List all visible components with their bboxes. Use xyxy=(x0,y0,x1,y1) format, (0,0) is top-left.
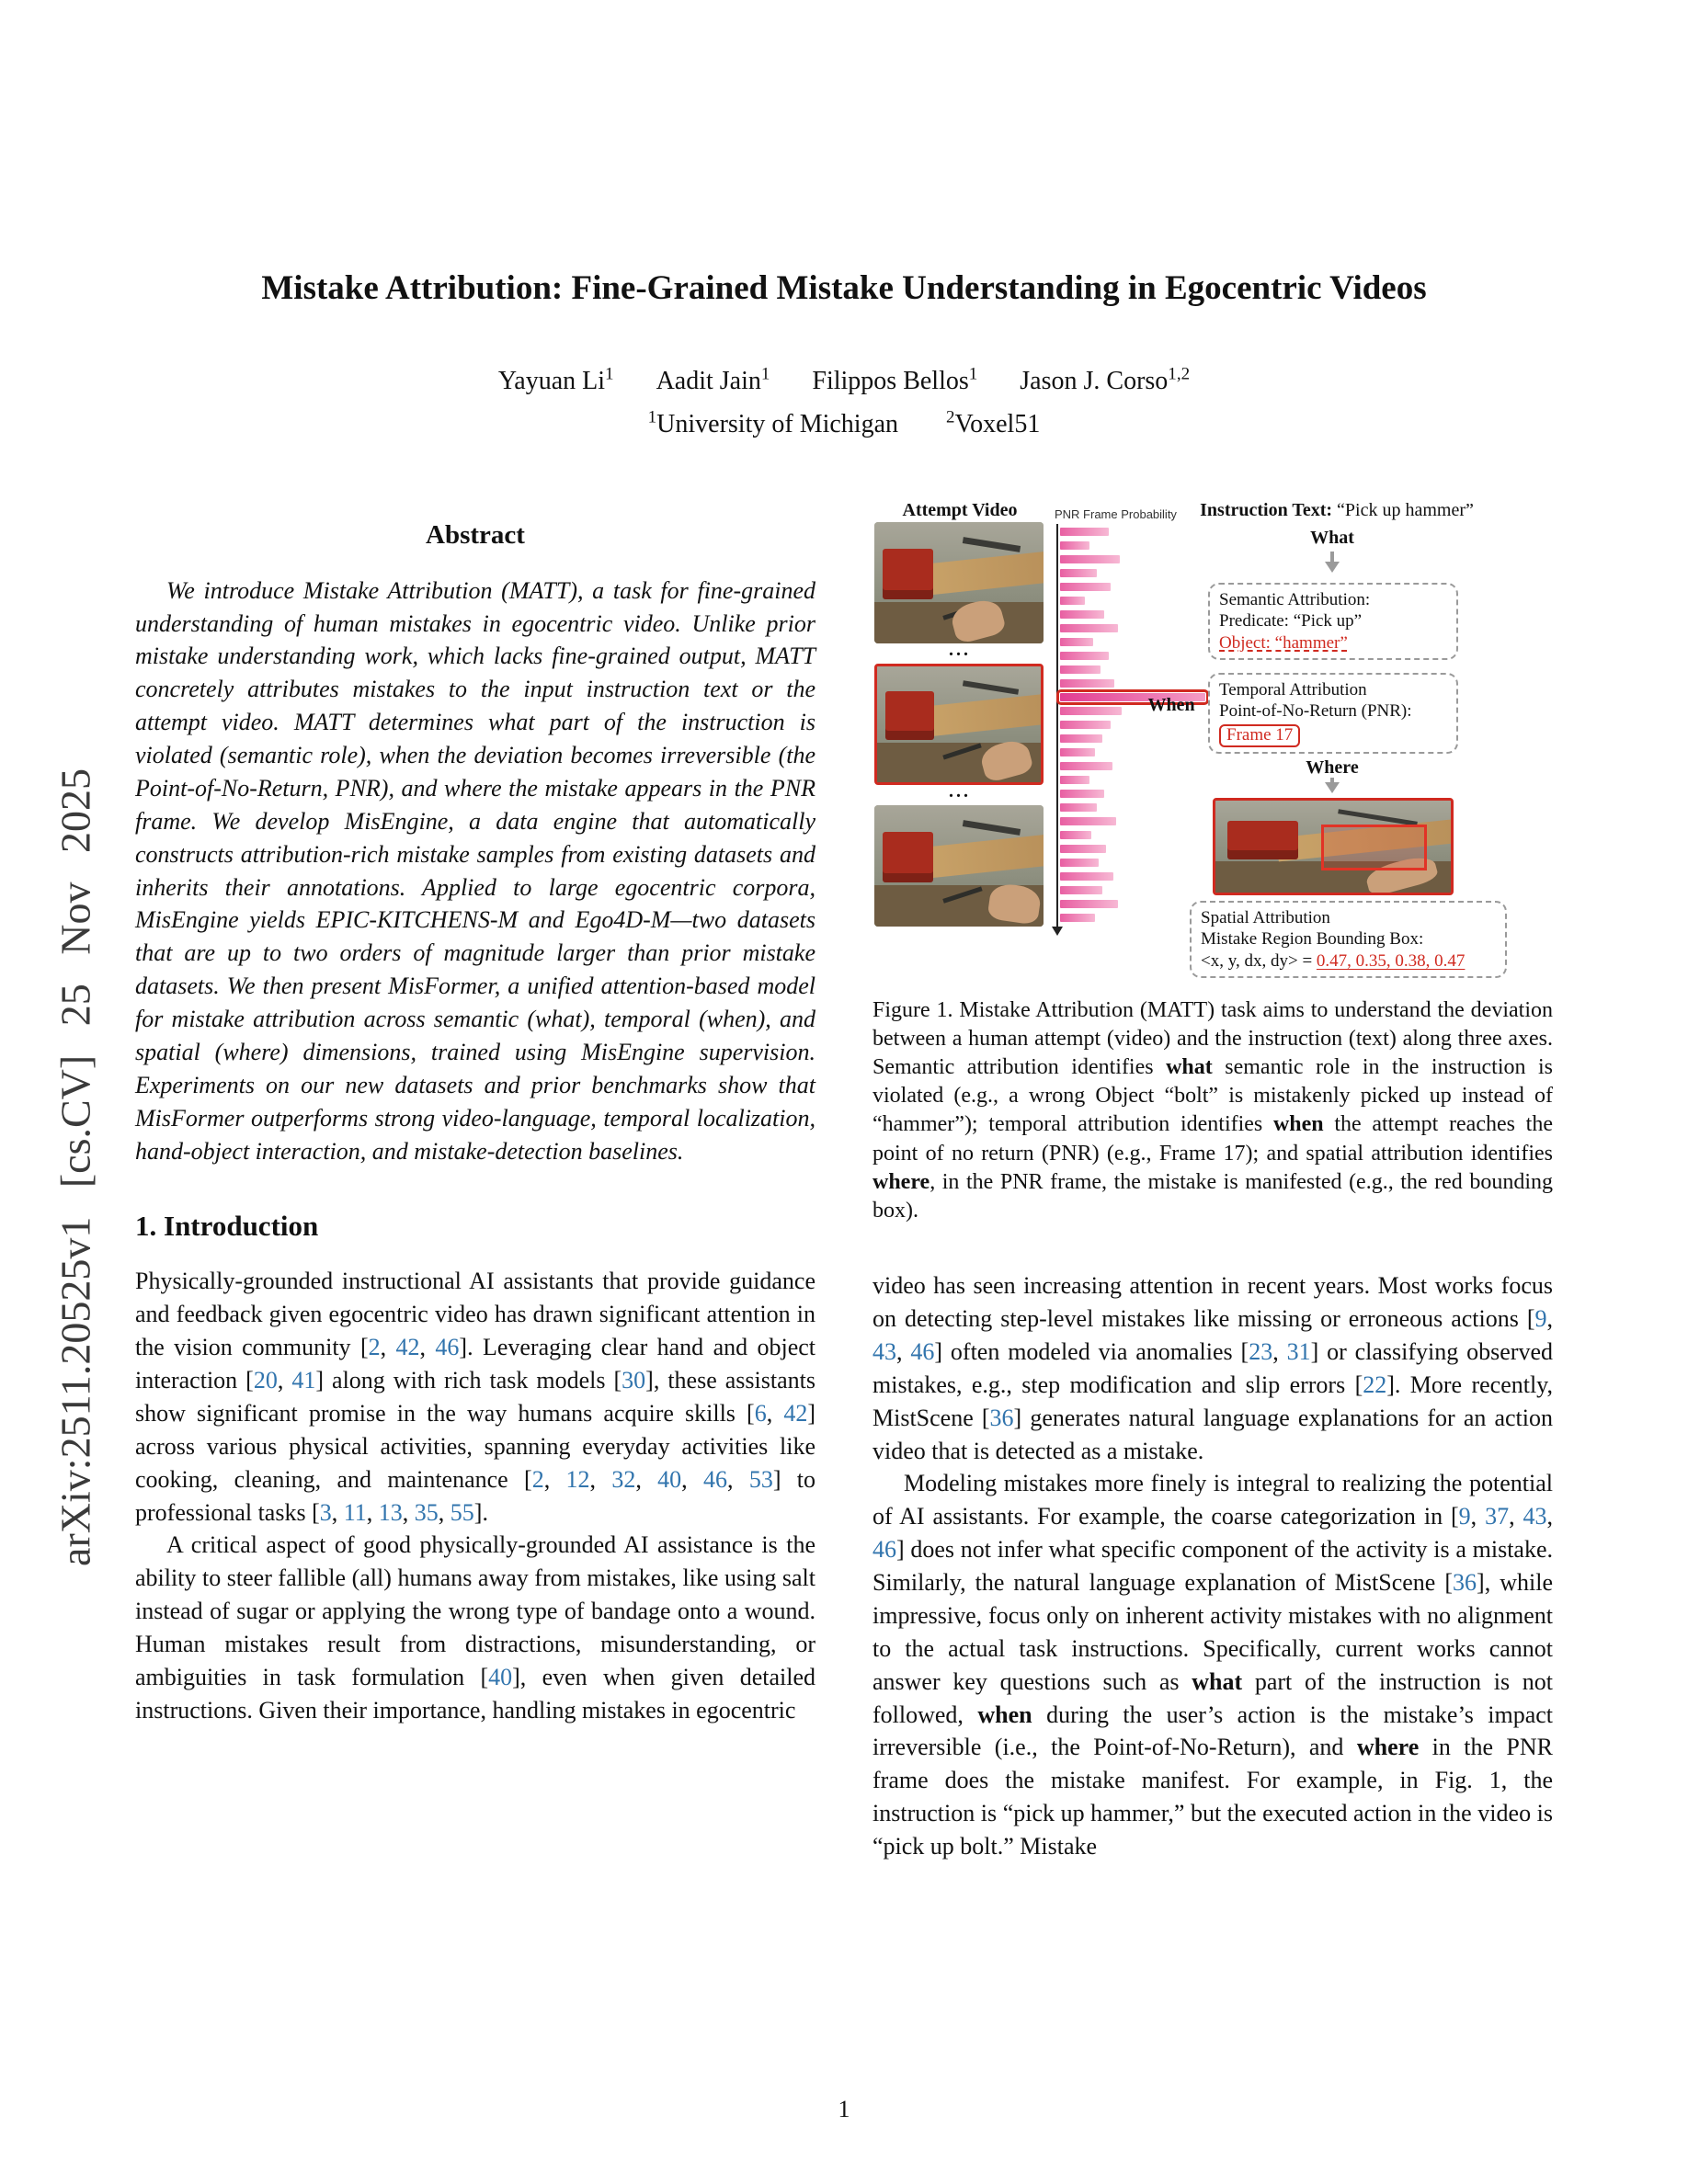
text-run: Modeling mistakes more finely is integral to realizing the potential of AI assistants. For example, the coarse categorization in [ xyxy=(873,1470,1553,1530)
text-run: Figure 1. Mistake Attribution (MATT) task aims to understand the deviation between a human attempt (video) and the instruction (text) along three axes. Semantic attribution identifies xyxy=(873,997,1553,1080)
citation-ref[interactable]: 43 xyxy=(1523,1503,1547,1530)
pnr-bar-chart xyxy=(1060,528,1205,922)
text-run: , xyxy=(635,1465,658,1493)
citation-ref[interactable]: 20 xyxy=(253,1367,278,1394)
citation-ref[interactable]: 42 xyxy=(783,1399,808,1427)
pnr-frame-image xyxy=(1213,798,1454,895)
emphasis-text: when xyxy=(977,1701,1032,1728)
pnr-bar xyxy=(1060,872,1113,881)
text-run: ] often modeled via anomalies [ xyxy=(934,1337,1249,1365)
text-run: the attempt reaches the point of no return (PNR) (e.g., Frame 17); and spatial attribution identifies xyxy=(873,1112,1553,1166)
related-paragraph-2 xyxy=(873,1467,1553,1863)
coords-values: 0.47, 0.35, 0.38, 0.47 xyxy=(1316,950,1466,971)
pnr-bar xyxy=(1060,665,1101,674)
text-run: , xyxy=(402,1498,415,1526)
citation-ref[interactable]: 46 xyxy=(910,1337,935,1365)
ellipsis: ... xyxy=(949,639,971,660)
citation-ref[interactable]: 36 xyxy=(989,1404,1014,1431)
right-column xyxy=(873,500,1553,1863)
semantic-attribution-box xyxy=(1208,583,1458,661)
text-run: , xyxy=(1509,1503,1523,1530)
pnr-bar xyxy=(1060,528,1109,536)
citation-ref[interactable]: 2 xyxy=(368,1334,381,1361)
paper-content xyxy=(135,0,1553,1863)
instruction-value: “Pick up hammer” xyxy=(1332,499,1474,520)
ellipsis: ... xyxy=(949,780,971,802)
text-run: , xyxy=(681,1465,703,1493)
text-run: ] to professional tasks [ xyxy=(135,1465,816,1526)
emphasis-text: where xyxy=(1356,1734,1420,1761)
citation-ref[interactable]: 36 xyxy=(1453,1569,1477,1597)
pnr-bar xyxy=(1060,900,1118,908)
citation-ref[interactable]: 42 xyxy=(395,1334,420,1361)
text-run: ] across various physical activities, spanning everyday activities like cooking, cleaning, and maintenance [ xyxy=(135,1399,815,1493)
text-run: semantic role in the instruction is violated (e.g., a wrong Object “bolt” is mistakenly picked up instead of “hammer”); temporal attribution identifies xyxy=(873,1055,1554,1137)
video-frame-3 xyxy=(874,805,1044,927)
temporal-title: Temporal Attribution xyxy=(1219,679,1367,700)
affiliation: $^1$University of Michigan xyxy=(647,407,898,438)
text-run: in the PNR frame does the mistake manifest. For example, in Fig. 1, the instruction is “pick up hammer,” but the executed action in the video is “pick up bolt.” Mistake xyxy=(873,1734,1553,1860)
scene-red-machine xyxy=(883,832,933,882)
spatial-attribution-box xyxy=(1190,901,1507,979)
citation-ref[interactable]: 2 xyxy=(531,1465,544,1493)
text-run: , xyxy=(419,1334,436,1361)
text-run: , xyxy=(331,1498,344,1526)
text-run: ] along with rich task models [ xyxy=(315,1367,622,1394)
semantic-predicate: Predicate: “Pick up” xyxy=(1219,611,1363,631)
citation-ref[interactable]: 3 xyxy=(319,1498,332,1526)
instruction-text xyxy=(1121,500,1553,521)
attempt-video-label: Attempt Video xyxy=(902,499,1018,520)
emphasis-text: when xyxy=(1272,1112,1324,1137)
intro-paragraph-2 xyxy=(135,1529,815,1726)
figure-1 xyxy=(873,500,1553,982)
pnr-bar xyxy=(1060,652,1109,660)
citation-ref[interactable]: 6 xyxy=(754,1399,767,1427)
citation-ref[interactable]: 9 xyxy=(1458,1503,1471,1530)
citation-ref[interactable]: 46 xyxy=(703,1465,727,1493)
two-column-body xyxy=(135,500,1553,1863)
text-run: ], even when given detailed instructions. Given their importance, handling mistakes in egocentric xyxy=(135,1663,815,1723)
pnr-bar xyxy=(1060,845,1106,853)
spatial-line: Mistake Region Bounding Box: xyxy=(1201,929,1424,950)
text-run: , xyxy=(1546,1503,1553,1530)
text-run: ], these assistants show significant promise in the way humans acquire skills [ xyxy=(135,1367,815,1427)
text-run: during the user’s action is the mistake’s impact irreversible (i.e., the Point-of-No-Return), and xyxy=(873,1701,1554,1761)
mistake-bounding-box xyxy=(1321,825,1427,870)
video-frame-2-highlighted xyxy=(874,664,1044,785)
temporal-line: Point-of-No-Return (PNR): xyxy=(1219,701,1412,722)
down-arrow-icon xyxy=(1330,552,1334,570)
temporal-attribution-box xyxy=(1208,673,1458,754)
when-label: When xyxy=(1147,694,1195,715)
author: Yayuan Li$^1$ xyxy=(497,365,614,396)
text-run: , xyxy=(277,1367,292,1394)
citation-ref[interactable]: 43 xyxy=(873,1337,896,1365)
pnr-bar xyxy=(1060,624,1118,632)
pnr-bar xyxy=(1060,914,1095,922)
coords-label: <x, y, dx, dy> = xyxy=(1201,950,1317,971)
abstract-heading: Abstract xyxy=(426,519,525,550)
page-number: 1 xyxy=(838,2096,850,2122)
text-run: Physically-grounded instructional AI assistants that provide guidance and feedback given egocentric video has drawn significant attention in the vision community [ xyxy=(135,1268,815,1361)
what-label: What xyxy=(1310,527,1354,548)
text-run: , xyxy=(1470,1503,1486,1530)
citation-ref[interactable]: 37 xyxy=(1485,1503,1510,1530)
semantic-object-violation: Object: “hammer” xyxy=(1219,632,1348,653)
pnr-bar xyxy=(1060,790,1104,798)
pnr-bar xyxy=(1060,707,1122,715)
citation-ref[interactable]: 40 xyxy=(488,1663,513,1690)
citation-ref[interactable]: 46 xyxy=(435,1334,460,1361)
author: Filippos Bellos$^1$ xyxy=(812,365,978,396)
text-run: A critical aspect of good physically-grounded AI assistance is the ability to steer fallible (all) humans away from mistakes, like using salt instead of sugar or applying the wrong type of bandage onto a wound. Human mistakes result from distractions, misunderstanding, or ambiguities in task formulation [ xyxy=(135,1531,815,1690)
pnr-frame-value: Frame 17 xyxy=(1219,724,1300,747)
figure-1-caption xyxy=(873,996,1553,1226)
scene-red-machine xyxy=(885,691,934,740)
pnr-bar xyxy=(1060,555,1120,563)
pnr-bar xyxy=(1060,859,1099,867)
scene-red-machine xyxy=(883,549,933,599)
author: Jason J. Corso$^{1,2}$ xyxy=(1020,365,1191,396)
arxiv-watermark: arXiv:2511.20525v1 [cs.CV] 25 Nov 2025 xyxy=(51,768,99,1566)
pnr-bar xyxy=(1060,748,1095,756)
pnr-probability-label: PNR Frame Probability xyxy=(1055,506,1177,521)
emphasis-text: where xyxy=(873,1169,930,1194)
citation-ref[interactable]: 11 xyxy=(343,1498,367,1526)
emphasis-text: what xyxy=(1166,1055,1213,1080)
text-run: , xyxy=(1272,1337,1287,1365)
citation-ref[interactable]: 13 xyxy=(378,1498,403,1526)
text-run: , xyxy=(366,1498,379,1526)
section-1-heading: 1. Introduction xyxy=(135,1210,319,1243)
abstract-text: We introduce Mistake Attribution (MATT), a task for fine-grained understanding of human mistakes in egocentric video. Unlike prior mistake understanding work, which lacks fine-grained output, MATT concretely attributes mistakes to the input instruction text or the attempt video. MATT determines what part of the instruction is violated (semantic role), when the deviation becomes irreversible (the Point-of-No-Return, PNR), and where the mistake appears in the PNR frame. We develop MisEngine, a data engine that automatically constructs attribution-rich mistake samples from existing datasets and inherits their annotations. Applied to large egocentric corpora, MisEngine yields EPIC-KITCHENS-M and Ego4D-M—two datasets that are up to two orders of magnitude larger than prior mistake datasets. We then present MisFormer, a unified attention-based model for mistake attribution across semantic (what), temporal (when), and spatial (where) dimensions, trained using MisEngine supervision. Experiments on our new datasets and prior benchmarks show that MisFormer outperforms strong video-language, temporal localization, hand-object interaction, and mistake-detection baselines. xyxy=(135,576,815,1165)
text-run: , xyxy=(896,1337,911,1365)
text-run: ]. Leveraging clear hand and object interaction [ xyxy=(135,1334,816,1394)
citation-ref[interactable]: 53 xyxy=(748,1465,773,1493)
citation-ref[interactable]: 9 xyxy=(1534,1305,1547,1333)
text-run: , xyxy=(1546,1305,1553,1333)
emphasis-text: what xyxy=(1192,1667,1243,1695)
citation-ref[interactable]: 55 xyxy=(450,1498,474,1526)
citation-ref[interactable]: 12 xyxy=(565,1465,590,1493)
citation-ref[interactable]: 30 xyxy=(622,1367,646,1394)
pnr-bar xyxy=(1060,610,1104,619)
pnr-bar xyxy=(1060,776,1089,784)
affiliation-line xyxy=(135,407,1553,438)
text-run: ]. More recently, MistScene [ xyxy=(873,1371,1553,1431)
citation-ref[interactable]: 22 xyxy=(1363,1371,1387,1398)
text-run: , xyxy=(438,1498,451,1526)
text-run: ]. xyxy=(473,1498,488,1526)
text-run: video has seen increasing attention in recent years. Most works focus on detecting step-level mistakes like missing or erroneous actions [ xyxy=(873,1272,1553,1333)
instruction-label: Instruction Text: xyxy=(1200,499,1333,520)
pnr-bar xyxy=(1060,762,1112,770)
left-column xyxy=(135,500,815,1863)
text-run: , xyxy=(766,1399,784,1427)
text-run: ] or classifying observed mistakes, e.g., step modification and slip errors [ xyxy=(873,1337,1553,1398)
text-run: ] does not infer what specific component of the activity is a mistake. Similarly, the natural language explanation of MistScene [ xyxy=(873,1536,1553,1597)
citation-ref[interactable]: 35 xyxy=(414,1498,439,1526)
pnr-bar xyxy=(1060,541,1089,550)
pnr-bar xyxy=(1060,831,1091,839)
text-run: , xyxy=(727,1465,749,1493)
time-axis-arrow-icon xyxy=(1056,524,1058,932)
pnr-bar xyxy=(1060,886,1102,894)
video-scene xyxy=(877,666,1041,782)
video-scene xyxy=(874,805,1044,927)
intro-paragraph-1 xyxy=(135,1265,815,1529)
citation-ref[interactable]: 40 xyxy=(657,1465,682,1493)
video-scene xyxy=(874,522,1044,643)
pnr-bar xyxy=(1060,721,1111,729)
scene-red-machine xyxy=(1227,821,1298,859)
pnr-bar xyxy=(1060,679,1114,688)
down-arrow-icon xyxy=(1330,778,1334,791)
pnr-bar xyxy=(1060,569,1097,577)
text-run: ] generates natural language explanations for an action video that is detected as a mistake. xyxy=(873,1404,1554,1464)
text-run: ], while impressive, focus only on inherent activity mistakes with no alignment to the actual task instructions. Specifically, current works cannot answer key questions such as xyxy=(873,1569,1553,1695)
pnr-bar xyxy=(1060,803,1097,812)
citation-ref[interactable]: 23 xyxy=(1249,1337,1273,1365)
text-run: , xyxy=(380,1334,396,1361)
text-run: , in the PNR frame, the mistake is manifested (e.g., the red bounding box). xyxy=(873,1169,1553,1223)
author-line xyxy=(135,365,1553,396)
citation-ref[interactable]: 32 xyxy=(611,1465,636,1493)
paper-title: Mistake Attribution: Fine-Grained Mistake Understanding in Egocentric Videos xyxy=(261,269,1427,307)
citation-ref[interactable]: 31 xyxy=(1286,1337,1311,1365)
author: Aadit Jain$^1$ xyxy=(656,365,770,396)
spatial-coords xyxy=(1201,950,1496,973)
where-label: Where xyxy=(1306,756,1359,778)
text-run: part of the instruction is not followed, xyxy=(873,1667,1554,1728)
spatial-title: Spatial Attribution xyxy=(1201,907,1330,927)
video-scene xyxy=(1215,801,1451,893)
video-frame-1 xyxy=(874,522,1044,643)
text-run: , xyxy=(589,1465,612,1493)
pnr-bar xyxy=(1060,817,1116,825)
affiliation: $^2$Voxel51 xyxy=(946,407,1041,438)
citation-ref[interactable]: 46 xyxy=(873,1536,896,1564)
pnr-bar xyxy=(1060,734,1102,743)
related-paragraph-1 xyxy=(873,1269,1553,1467)
citation-ref[interactable]: 41 xyxy=(291,1367,316,1394)
text-run: , xyxy=(543,1465,566,1493)
pnr-bar xyxy=(1060,638,1093,646)
semantic-title: Semantic Attribution: xyxy=(1219,589,1371,609)
pnr-bar xyxy=(1060,597,1085,605)
pnr-bar xyxy=(1060,583,1111,591)
